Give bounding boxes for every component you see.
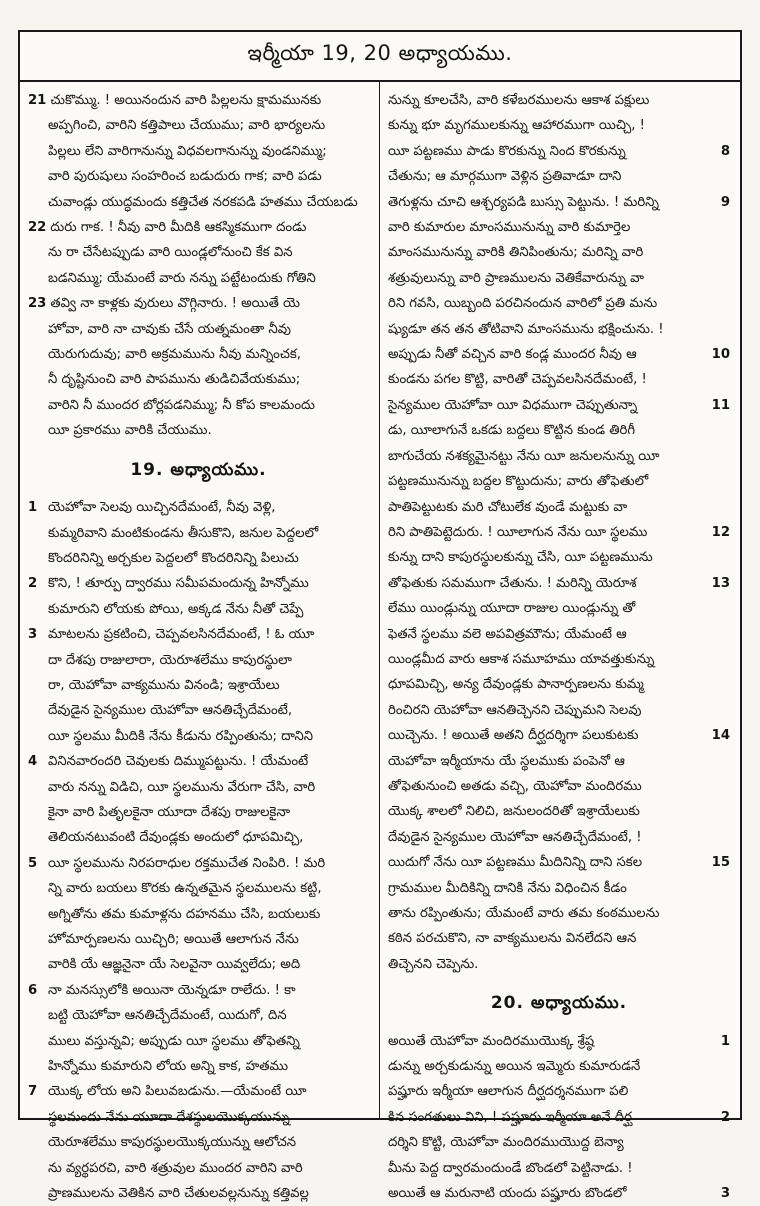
text-line <box>28 521 369 546</box>
left-column <box>20 82 380 1202</box>
text-line <box>28 927 369 952</box>
text-line <box>388 723 730 748</box>
verse-number: 6 <box>28 982 38 998</box>
text-line <box>388 647 730 672</box>
text-line <box>28 673 369 698</box>
verse-text: యీ స్థలమును నిరపరాధుల రక్తముచేత నింపిరి. ! మరి <box>48 855 326 871</box>
verse-text: ములు వస్తున్నవి; అప్పుడు యీ స్థలము తోఫెతన్ని <box>48 1033 300 1049</box>
verse-number: 12 <box>711 524 730 540</box>
verse-number: 21 <box>28 93 47 108</box>
verse-text: యెహోవా ఇర్మీయాను యే స్థలముకు పంపెనో ఆ <box>388 753 625 769</box>
text-line <box>388 1054 730 1079</box>
text-line <box>388 749 730 774</box>
text-line <box>28 546 369 571</box>
text-line <box>28 597 369 622</box>
verse-text: యిదుగో నేను యీ పట్టణము మీదినిన్ని దాని సకల <box>388 855 643 871</box>
text-line <box>28 571 369 596</box>
page-header <box>20 32 740 82</box>
text-line <box>28 851 369 876</box>
verse-number: 1 <box>28 500 38 516</box>
verse-text: అయితే ఆ మరునాటి యందు పష్హూరు బొండలో <box>388 1186 627 1202</box>
bible-page <box>18 30 742 1202</box>
verse-text: కుమ్మరివాని మంటికుండను తీసుకొని, జనుల పెద్దలలో <box>48 525 319 541</box>
verse-text: చుకొమ్ము. ! అయినందున వారి పిల్లలను క్షామమునకు <box>50 93 322 108</box>
right-column <box>380 82 740 1202</box>
verse-text: తాను రప్పింతును; యేమంటే వారు తమ కంఠములను <box>388 906 660 921</box>
text-line <box>28 240 369 265</box>
text-line <box>28 317 369 342</box>
verse-number: 1 <box>720 1033 730 1049</box>
text-columns <box>20 82 740 1202</box>
verse-text: దేవుడైన సైన్యముల యెహోవా ఆనతిచ్చేదేమంటే, <box>48 703 293 719</box>
text-line <box>28 266 369 291</box>
text-line <box>388 266 730 291</box>
verse-text: ను రా చేసేటప్పుడు వారి యిండ్లలోనుంచి కేక విన <box>48 245 293 261</box>
text-line <box>28 342 369 367</box>
verse-text: నా మనస్సులోకి అయినా యెన్నడూ రాలేదు. ! కా <box>48 982 296 998</box>
verse-text: యిచ్చెను. ! అయితే అతని దీర్ఘదర్శిగా పలుకుటకు <box>388 728 639 744</box>
verse-text: కైనా వారి పితృలకైనా యూదా దేశపు రాజులకైనా <box>48 804 291 820</box>
text-line <box>388 495 730 520</box>
text-line <box>28 622 369 647</box>
verse-text: నున్ను కూలచేసి, వారి కళేబరములను ఆకాశ పక్షులు <box>388 93 650 108</box>
verse-number: 23 <box>28 296 47 312</box>
text-line <box>388 698 730 723</box>
text-line <box>28 825 369 850</box>
verse-text: కిన సంగతులు విని, ! పష్హూరు ఇర్మీయా అనే దీర్ఘ <box>388 1109 632 1125</box>
verse-text: ప్రాణములను వెతికిన వారి చేతులవల్లనున్ను కత్తివల్ల <box>48 1186 309 1202</box>
verse-text: దేవుడైన సైన్యముల యెహోవా ఆనతిచ్చేదేమంటే, ! <box>388 829 642 845</box>
verse-text: యొక్క లోయ అని పిలువబడును.—యేమంటే యీ <box>48 1084 307 1100</box>
text-line <box>28 698 369 723</box>
text-line <box>388 164 730 189</box>
text-line <box>28 1156 369 1181</box>
text-line <box>388 444 730 469</box>
text-line <box>388 622 730 647</box>
text-line <box>28 749 369 774</box>
text-line <box>388 139 730 164</box>
verse-text: హోవా, వారి నా చావుకు చేసే యత్నమంతా నీవు <box>48 321 291 337</box>
text-line <box>28 1105 369 1130</box>
text-line <box>28 367 369 392</box>
verse-text: రించిరని యెహోవా ఆనతిచ్చెనని చెప్పుమని సెలవు <box>388 702 642 718</box>
text-line <box>28 190 369 215</box>
text-line <box>388 88 730 113</box>
verse-text: తోఫెతుకు సమముగా చేతును. ! మరిన్ని యెరూశ <box>388 575 637 591</box>
verse-text: వారు నన్ను విడిచి, యీ స్థలమును వేరుగా చేసి, వారి <box>48 779 316 795</box>
text-line <box>388 1079 730 1104</box>
verse-number: 2 <box>720 1109 730 1125</box>
verse-text: తెలియనటువంటి దేవుండ్లకు అందులో ధూపమిచ్చి, <box>48 830 304 846</box>
text-line <box>388 190 730 215</box>
verse-text: దా దేశపు రాజులారా, యెరూశలేము కాపురస్థులా <box>48 652 292 668</box>
verse-text: వారి పురుషులు సంహరించ బడుదురు గాక; వారి పడు <box>48 169 322 185</box>
verse-number: 13 <box>711 575 730 591</box>
page-title: ఇర్మీయా 19, 20 అధ్యాయము. <box>247 41 513 65</box>
text-line <box>388 291 730 316</box>
verse-number: 14 <box>711 728 730 744</box>
verse-text: యెరుగుదువు; వారి అక్రమమును నీవు మన్నించక, <box>48 347 301 363</box>
verse-text: వినినవారందరి చెవులకు దిమ్ముపట్టును. ! యేమంటే <box>48 754 309 770</box>
text-line <box>28 291 369 316</box>
verse-text: తోఫెతునుంచి అతడు వచ్చి, యెహోవా మందిరము <box>388 778 642 794</box>
verse-text: వారి కుమారుల మాంసమునున్ను వారి కుమార్తెల <box>388 220 631 236</box>
text-line <box>388 545 730 570</box>
text-line <box>388 215 730 240</box>
verse-text: ను వ్యర్థపరచి, వారి శత్రువుల ముందర వారిని వారి <box>48 1160 303 1176</box>
text-line <box>388 1130 730 1155</box>
text-line <box>28 418 369 443</box>
text-line <box>28 775 369 800</box>
verse-text: యీ పట్టణము పాడు కొరకున్ను నింద కొరకున్ను <box>388 143 626 159</box>
text-line <box>28 648 369 673</box>
verse-text: గ్రామముల మీదికిన్ని దానికి నేను విధించిన కీడం <box>388 880 627 896</box>
left-block-1 <box>28 88 369 444</box>
verse-text: రిని పాతిపెట్టెదురు. ! యీలాగున నేను యీ స్థలము <box>388 524 648 540</box>
verse-text: యెహోవా సెలవు యిచ్చినదేమంటే, నీవు వెళ్లి, <box>48 500 276 516</box>
verse-text: అయితే యెహోవా మందిరముయొక్క శ్రేష్ఠ <box>388 1033 595 1049</box>
text-line <box>388 1029 730 1054</box>
text-line <box>28 113 369 138</box>
verse-text: ష్యుడూ తన తన తోటివాని మాంసమును భక్షించును. ! <box>388 321 664 337</box>
verse-text: దర్శిని కొట్టి, యెహోవా మందిరముయొద్ద బెన్యా <box>388 1135 624 1151</box>
verse-text: యొక్క శాలలో నిలిచి, జనులందరితో ఇశ్రాయేలుకు <box>388 804 640 820</box>
verse-text: యెరూశలేము కాపురస్థులయొక్కయున్ను ఆలోచన <box>48 1135 296 1151</box>
verse-text: వారికి యే ఆజ్ఞనైనా యే సెలవైనా యివ్వలేదు; అది <box>48 957 301 973</box>
verse-text: మాటలను ప్రకటించి, చెప్పవలసినదేమంటే, ! ఓ యూ <box>48 627 315 643</box>
verse-text: కొందరినిన్ని అర్చకుల పెద్దలలో కొందరినిన్ని పిలుచు <box>48 550 299 566</box>
text-line <box>388 876 730 901</box>
verse-text: కున్ను భూ మృగములకున్ను ఆహారముగా యిచ్చి, ! <box>388 118 645 134</box>
verse-text: కుమారుని లోయకు పోయి, అక్కడ నేను నీతో చెప్పే <box>48 601 304 617</box>
text-line <box>28 978 369 1003</box>
text-line <box>388 825 730 850</box>
left-block-2 <box>28 495 369 1206</box>
verse-text: శత్రువులున్ను వారి ప్రాణములను వెతికేవారున్ను వా <box>388 270 644 286</box>
verse-text: యీ స్థలము మీదికి నేను కీడును రప్పింతును; దానిని <box>48 728 313 744</box>
text-line <box>388 240 730 265</box>
verse-text: బడనిమ్ము; యేమంటే వారు నన్ను పట్టేటందుకు గోతిని <box>48 270 316 286</box>
text-line <box>388 1181 730 1206</box>
verse-text: పష్హూరు ఇర్మీయా ఆలాగున దీర్ఘదర్శనముగా పలి <box>388 1084 629 1100</box>
text-line <box>28 164 369 189</box>
verse-text: తిచ్చెనని చెప్పెను. <box>388 956 479 972</box>
text-line <box>388 596 730 621</box>
right-block-2 <box>388 1029 730 1206</box>
verse-number: 4 <box>28 754 38 770</box>
verse-text: కఠిన పరచుకొని, నా వాక్యములను వినలేదని ఆన <box>388 931 637 947</box>
verse-text: కున్ను దాని కాపురస్థులకున్ను చేసి, యీ పట్టణమును <box>388 550 653 566</box>
text-line <box>28 1130 369 1155</box>
verse-text: బట్టి యెహోవా ఆనతిచ్చేదేమంటే, యిదుగో, దిన <box>48 1008 287 1024</box>
text-line <box>28 1003 369 1028</box>
text-line <box>28 139 369 164</box>
text-line <box>388 113 730 138</box>
verse-text: కొని, ! తూర్పు ద్వారము సమీపమందున్న హిన్నోము <box>48 576 309 592</box>
verse-text: యిండ్లమీద వారు ఆకాశ సమూహము యావత్తుకున్ను <box>388 651 655 667</box>
verse-text: ఫెతనే స్థలము వలె అపవిత్రమౌను; యేమంటే ఆ <box>388 626 627 642</box>
verse-number: 8 <box>720 143 730 159</box>
text-line <box>388 926 730 951</box>
verse-number: 9 <box>720 194 730 210</box>
verse-text: తవ్వి నా కాళ్లకు వురులు వొగ్గినారు. ! అయితే యె <box>50 296 301 312</box>
verse-text: పాతిపెట్టుటకు మరి చోటులేక వుండే మట్టుకు వా <box>388 499 628 515</box>
text-line <box>28 215 369 240</box>
verse-text: చేతును; ఆ మార్గముగా వెళ్లిన ప్రతివాడూ దాని <box>388 169 622 185</box>
verse-text: డున్ను అర్చకుడున్ను అయిన ఇమ్మెరు కుమారుడనే <box>388 1059 641 1075</box>
verse-text: కుండను పగల కొట్టి, వారితో చెప్పవలసినదేమంటే, ! <box>388 372 647 388</box>
text-line <box>28 724 369 749</box>
text-line <box>388 520 730 545</box>
verse-text: చువాండ్లు యుద్ధమందు కత్తిచేత నరకపడి హతము చేయబడు <box>48 194 358 210</box>
verse-number: 22 <box>28 220 47 236</box>
text-line <box>388 393 730 418</box>
verse-text: అగ్నితోను తమ కుమాళ్లను దహనము చేసి, బయలుకు <box>48 906 321 922</box>
text-line <box>388 317 730 342</box>
text-line <box>388 774 730 799</box>
text-line <box>28 952 369 977</box>
verse-text: మీను పెద్ద ద్వారమందుండే బొండలో పెట్టినాడు. ! <box>388 1160 633 1176</box>
verse-number: 3 <box>720 1186 730 1202</box>
text-line <box>388 850 730 875</box>
verse-text: నీ దృష్టినుంచి వారి పాపమును తుడిచివేయకుము; <box>48 372 301 388</box>
verse-number: 2 <box>28 576 38 592</box>
verse-text: పట్టణమునున్ను బద్దల కొట్టుదును; వారు తోఫెతులో <box>388 474 649 490</box>
verse-text: బాగుచేయ నశక్యమైనట్టు నేను యీ జనులనున్ను యీ <box>388 448 660 464</box>
verse-text: యీ ప్రకారము వారికి చేయుము. <box>48 423 212 439</box>
verse-text: న్ని వారు బయలు కొరకు ఉన్నతమైన స్థలములను కట్టి, <box>48 881 322 897</box>
verse-number: 7 <box>28 1084 38 1100</box>
text-line <box>388 901 730 926</box>
verse-text: వారిని నీ ముందర బోర్లపడనిమ్ము; నీ కోప కాలమందు <box>48 397 315 413</box>
text-line <box>28 1029 369 1054</box>
chapter-20-heading: 20. అధ్యాయము. <box>490 993 628 1014</box>
text-line <box>388 571 730 596</box>
text-line <box>28 1181 369 1206</box>
text-line <box>28 1079 369 1104</box>
text-line <box>28 495 369 520</box>
text-line <box>388 469 730 494</box>
verse-text: అప్పగించి, వారిని కత్తిపాలు చేయుము; వారి భార్యలను <box>48 118 326 134</box>
text-line <box>28 1054 369 1079</box>
verse-number: 5 <box>28 855 38 871</box>
verse-text: మాంసమునున్ను వారికి తినిపింతును; మరిన్ని వారి <box>388 245 644 261</box>
text-line <box>28 902 369 927</box>
verse-text: హిన్నోము కుమారుని లోయ అన్ని కాక, హతము <box>48 1059 289 1075</box>
right-block-1 <box>388 88 730 977</box>
verse-number: 15 <box>711 855 730 871</box>
verse-text: హోమార్పణలను యిచ్చిరి; అయితే ఆలాగున నేను <box>48 932 299 947</box>
verse-text: రిని గవసి, యిబ్బంది పరచినందున వారిలో ప్రతి మను <box>388 296 658 312</box>
text-line <box>28 88 369 113</box>
text-line <box>28 393 369 418</box>
verse-text: తెగుళ్లను చూచి ఆశ్చర్యపడి బుస్సు పెట్టును. ! మరిన్ని <box>388 194 659 210</box>
text-line <box>388 418 730 443</box>
text-line <box>388 799 730 824</box>
verse-text: రా, యెహోవా వాక్యమును వినండి; ఇశ్రాయేలు <box>48 677 280 693</box>
text-line <box>388 952 730 977</box>
text-line <box>388 672 730 697</box>
verse-text: డు, యీలాగునే ఒకడు బద్దలు కొట్టిన కుండ తిరిగీ <box>388 423 636 439</box>
text-line <box>388 342 730 367</box>
verse-text: ధూపమిచ్చి, అన్య దేవుండ్లకు పానార్పణలను కుమ్మ <box>388 677 644 693</box>
text-line <box>388 1156 730 1181</box>
verse-text: సైన్యముల యెహోవా యీ విధముగా చెప్పుతున్నా <box>388 397 638 413</box>
verse-text: దురు గాక. ! నీవు వారి మీదికి ఆకస్మికముగా దండు <box>50 220 307 236</box>
verse-number: 3 <box>28 627 38 643</box>
verse-text: పిల్లలు లేని వారిగానున్ను విధవలగానున్ను వుండనిమ్ము; <box>48 143 327 159</box>
verse-text: లేము యిండ్లున్ను యూదా రాజుల యిండ్లున్ను తో <box>388 601 636 617</box>
verse-text: స్థలమందు నేను యూదా దేశస్థులయొక్కయున్ను <box>48 1109 290 1125</box>
text-line <box>388 367 730 392</box>
text-line <box>28 800 369 825</box>
verse-number: 10 <box>711 347 730 363</box>
text-line <box>388 1105 730 1130</box>
chapter-19-heading: 19. అధ్యాయము. <box>130 459 267 480</box>
text-line <box>28 876 369 901</box>
verse-text: అప్పుడు నీతో వచ్చిన వారి కండ్ల ముందర నీవు ఆ <box>388 347 637 363</box>
verse-number: 11 <box>711 397 730 413</box>
